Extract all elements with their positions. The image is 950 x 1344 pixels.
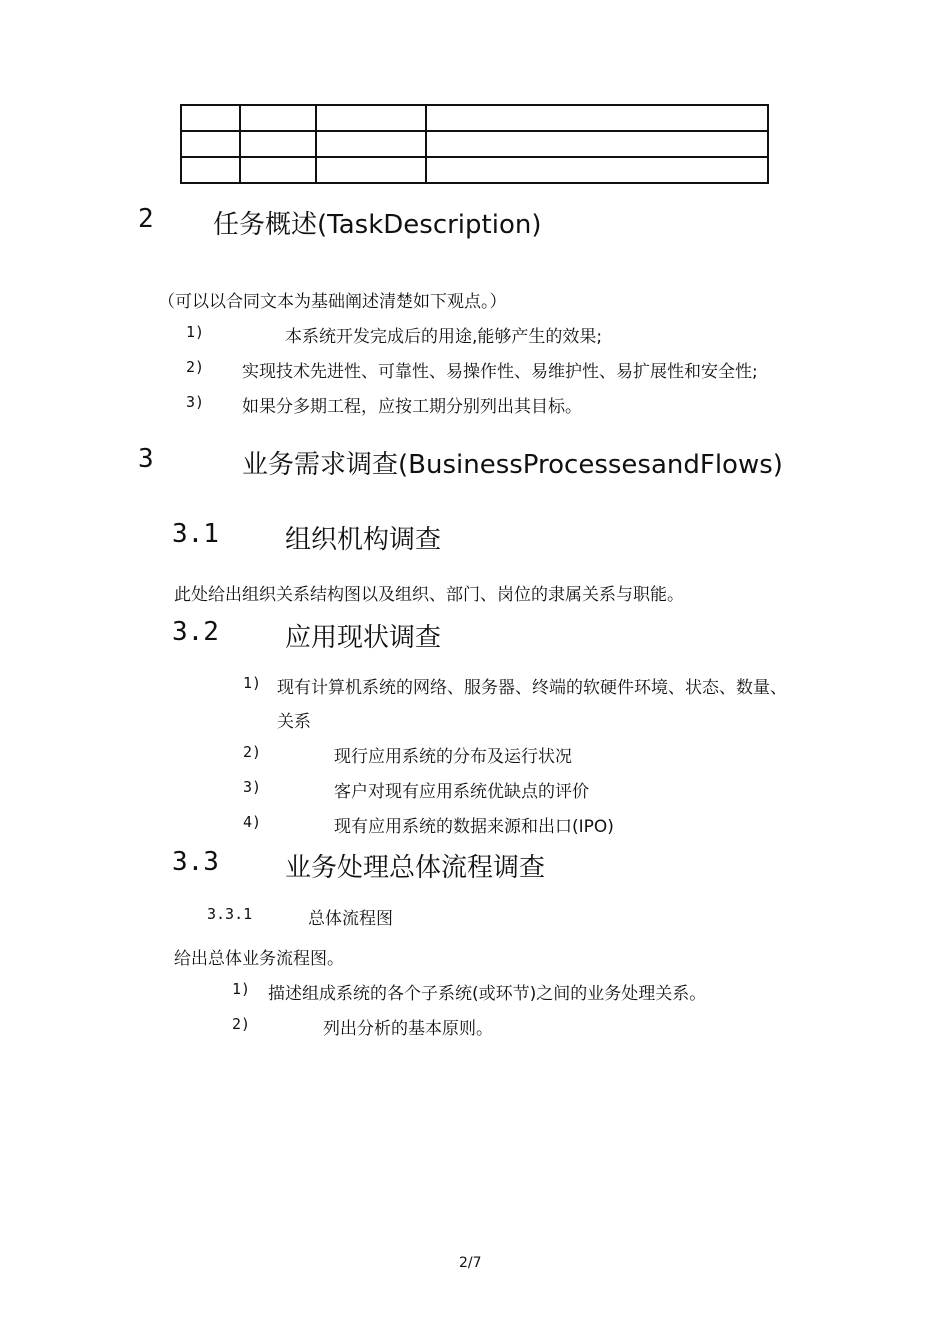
table-row xyxy=(181,157,768,183)
list-number: 1) xyxy=(186,323,205,341)
page-number: 2/7 xyxy=(459,1255,482,1271)
table-cell xyxy=(181,131,240,157)
list-item: 列出分析的基本原则。 xyxy=(323,1019,493,1039)
list-item: 描述组成系统的各个子系统(或环节)之间的业务处理关系。 xyxy=(268,984,707,1004)
top-table xyxy=(180,104,769,184)
list-number: 3) xyxy=(186,393,205,411)
list-item: 如果分多期工程，应按工期分别列出其目标。 xyxy=(242,397,582,417)
table-cell xyxy=(240,157,316,183)
section31-body: 此处给出组织关系结构图以及组织、部门、岗位的隶属关系与职能。 xyxy=(174,585,684,605)
table-row xyxy=(181,131,768,157)
list-number: 4) xyxy=(243,813,262,831)
list-item: 现有计算机系统的网络、服务器、终端的软硬件环境、状态、数量、 xyxy=(277,678,787,698)
section33-number: 3.3 xyxy=(172,847,219,877)
section2-number: 2 xyxy=(138,204,154,234)
table-cell xyxy=(316,105,426,131)
table-cell xyxy=(426,105,768,131)
section33-body: 给出总体业务流程图。 xyxy=(174,949,344,969)
table-row xyxy=(181,105,768,131)
list-number: 1) xyxy=(243,674,262,692)
list-item: 本系统开发完成后的用途,能够产生的效果; xyxy=(285,327,603,347)
section31-title: 组织机构调查 xyxy=(285,525,442,555)
table-cell xyxy=(316,131,426,157)
section331-number: 3.3.1 xyxy=(207,905,253,923)
section331-title: 总体流程图 xyxy=(308,909,393,929)
section3-title: 业务需求调查(BusinessProcessesandFlows) xyxy=(242,450,783,480)
section32-number: 3.2 xyxy=(172,617,219,647)
list-item: 现有应用系统的数据来源和出口(IPO) xyxy=(334,817,614,837)
list-item: 实现技术先进性、可靠性、易操作性、易维护性、易扩展性和安全性; xyxy=(242,362,758,382)
table-cell xyxy=(426,131,768,157)
section31-number: 3.1 xyxy=(172,519,219,549)
table-cell xyxy=(181,157,240,183)
table-cell xyxy=(240,105,316,131)
section3-number: 3 xyxy=(138,444,154,474)
table-cell xyxy=(240,131,316,157)
list-number: 1) xyxy=(232,980,251,998)
list-number: 2) xyxy=(243,743,262,761)
section33-title: 业务处理总体流程调查 xyxy=(285,853,546,883)
list-item: 现行应用系统的分布及运行状况 xyxy=(334,747,572,767)
list-item-continuation: 关系 xyxy=(277,712,311,732)
section2-title: 任务概述(TaskDescription) xyxy=(213,210,542,240)
section32-title: 应用现状调查 xyxy=(285,623,442,653)
list-number: 2) xyxy=(232,1015,251,1033)
list-item: 客户对现有应用系统优缺点的评价 xyxy=(334,782,589,802)
list-number: 3) xyxy=(243,778,262,796)
section2-intro: （可以以合同文本为基础阐述清楚如下观点。） xyxy=(158,292,507,312)
table-cell xyxy=(316,157,426,183)
table-cell xyxy=(426,157,768,183)
list-number: 2) xyxy=(186,358,205,376)
table-cell xyxy=(181,105,240,131)
